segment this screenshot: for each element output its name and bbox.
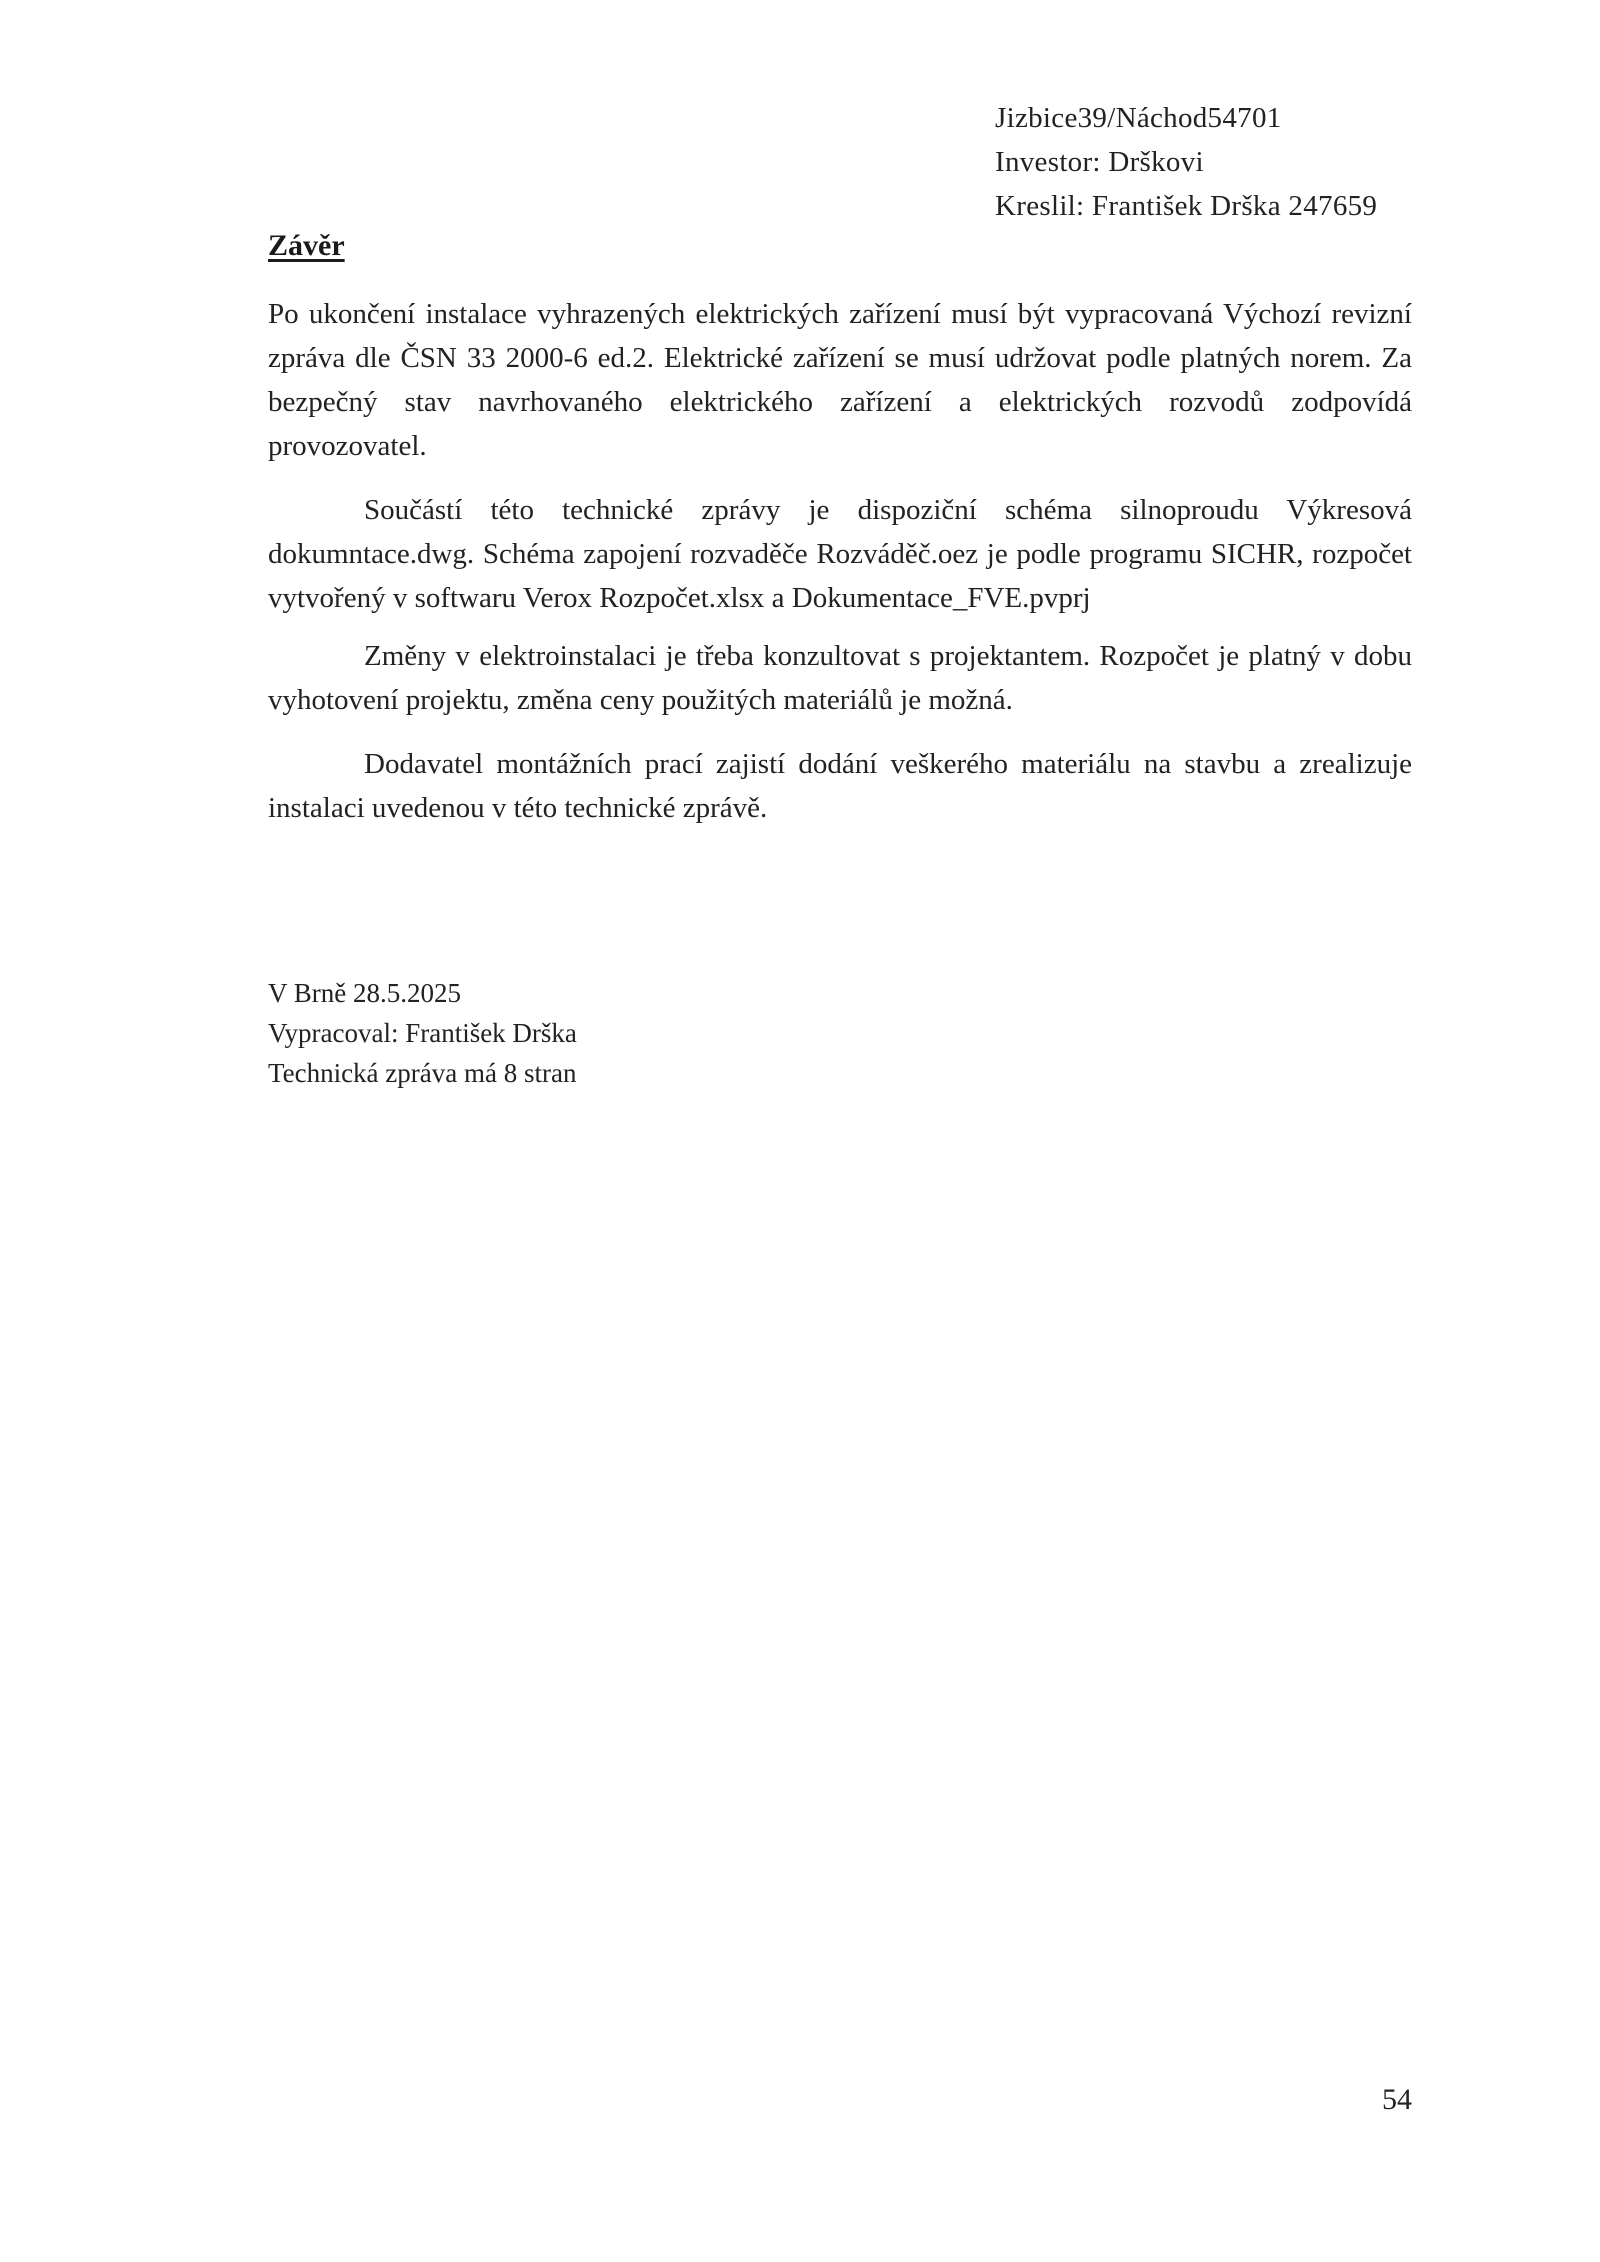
page-number: 54 — [1382, 2083, 1412, 2116]
project-address: Jizbice39/Náchod54701 — [995, 102, 1282, 134]
prepared-by: Vypracoval: František Drška — [268, 1018, 577, 1048]
project-header — [995, 96, 1415, 228]
place-date: V Brně 28.5.2025 — [268, 978, 461, 1008]
signature-block — [268, 973, 577, 1093]
paragraph-changes: Změny v elektroinstalaci je třeba konzultovat s projektantem. Rozpočet je platný v dobu vyhotovení projektu, změna ceny použitých materiálů je možná. — [268, 640, 1412, 716]
paragraph-report-contents: Součástí této technické zprávy je dispoziční schéma silnoproudu Výkresová dokumntace.dwg. Schéma zapojení rozvaděče Rozváděč.oez je podle programu SICHR, rozpočet vytvořený v softwaru Verox Rozpočet.xlsx a Dokumentace_FVE.pvprj — [268, 494, 1412, 614]
project-drawn-by: Kreslil: František Drška 247659 — [995, 190, 1378, 222]
page-count-note: Technická zpráva má 8 stran — [268, 1058, 577, 1088]
paragraph-contractor: Dodavatel montážních prací zajistí dodání veškerého materiálu na stavbu a zrealizuje instalaci uvedenou v této technické zprávě. — [268, 748, 1412, 824]
paragraph-revision-report: Po ukončení instalace vyhrazených elektrických zařízení musí být vypracovaná Výchozí revizní zpráva dle ČSN 33 2000-6 ed.2. Elektrické zařízení se musí udržovat podle platných norem. Za bezpečný stav navrhovaného elektrického zařízení a elektrických rozvodů zodpovídá provozovatel. — [268, 298, 1412, 462]
project-investor: Investor: Drškovi — [995, 146, 1204, 178]
section-title: Závěr — [268, 229, 345, 262]
